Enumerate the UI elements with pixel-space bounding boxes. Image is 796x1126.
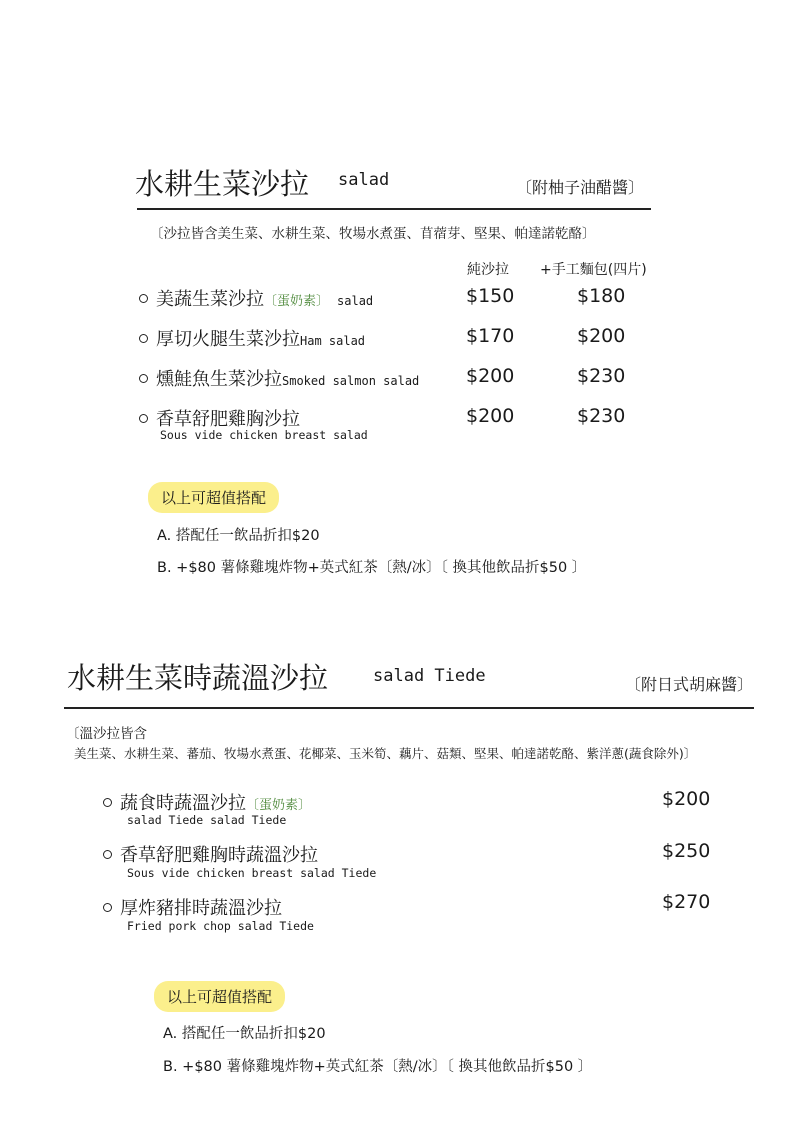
- combo-option-a: A. 搭配任一飲品折扣$20: [157, 528, 320, 544]
- item-name-en: Smoked salmon salad: [282, 374, 420, 388]
- section1-title: 水耕生菜沙拉: [135, 167, 310, 201]
- menu-item: [103, 841, 318, 867]
- price: $200: [662, 788, 711, 810]
- section1-divider: [137, 208, 651, 210]
- column-header-bread: +手工麵包(四片): [540, 262, 647, 278]
- price-bread: $230: [577, 365, 626, 387]
- price: $270: [662, 891, 711, 913]
- bullet-icon: [139, 334, 148, 343]
- combo-option-a: A. 搭配任一飲品折扣$20: [163, 1026, 326, 1042]
- combo-badge: 以上可超值搭配: [154, 981, 285, 1012]
- menu-item: [139, 325, 365, 351]
- price-bread: $200: [577, 325, 626, 347]
- item-name-en: salad: [337, 294, 374, 308]
- combo-option-b: B. +$80 薯條雞塊炸物+英式紅茶〔熱/冰〕〔 換其他飲品折$50 〕: [157, 560, 587, 576]
- price-plain: $150: [466, 285, 515, 307]
- section2-sauce: 〔附日式胡麻醬〕: [625, 675, 754, 694]
- section1-sauce: 〔附柚子油醋醬〕: [516, 178, 645, 197]
- combo-option-b: B. +$80 薯條雞塊炸物+英式紅茶〔熱/冰〕〔 換其他飲品折$50 〕: [163, 1059, 593, 1075]
- price-plain: $200: [466, 365, 515, 387]
- price-plain: $170: [466, 325, 515, 347]
- menu-item: [103, 789, 311, 815]
- section2-ingredients-line1: 〔溫沙拉皆含: [66, 726, 147, 742]
- price-plain: $200: [466, 405, 515, 427]
- bullet-icon: [103, 850, 112, 859]
- item-name: 香草舒肥雞胸沙拉: [156, 409, 300, 430]
- item-name: 香草舒肥雞胸時蔬溫沙拉: [120, 845, 318, 866]
- item-name-en: Fried pork chop salad Tiede: [127, 919, 314, 933]
- section1-ingredients: 〔沙拉皆含美生菜、水耕生菜、牧場水煮蛋、苜蓿芽、堅果、帕達諾乾酪〕: [150, 226, 596, 242]
- menu-item: [139, 365, 419, 391]
- bullet-icon: [103, 798, 112, 807]
- item-name: 蔬食時蔬溫沙拉: [120, 793, 246, 814]
- menu-item: [103, 894, 282, 920]
- bullet-icon: [139, 374, 148, 383]
- section2-title-en: salad Tiede: [373, 666, 486, 686]
- section2-divider: [64, 707, 754, 709]
- price-bread: $230: [577, 405, 626, 427]
- section2-title: 水耕生菜時蔬溫沙拉: [67, 661, 329, 695]
- item-name: 美蔬生菜沙拉: [156, 289, 264, 310]
- section1-title-en: salad: [338, 170, 390, 190]
- combo-badge: 以上可超值搭配: [148, 482, 279, 513]
- menu-item: [139, 285, 373, 311]
- price: $250: [662, 840, 711, 862]
- item-name-en: Sous vide chicken breast salad: [160, 428, 368, 442]
- item-name-en: Ham salad: [300, 334, 366, 348]
- vegetarian-tag: 〔蛋奶素〕: [246, 798, 312, 813]
- column-header-plain: 純沙拉: [467, 262, 509, 278]
- item-name: 燻鮭魚生菜沙拉: [156, 369, 282, 390]
- bullet-icon: [139, 294, 148, 303]
- bullet-icon: [139, 414, 148, 423]
- section2-ingredients-line2: 美生菜、水耕生菜、蕃茄、牧場水煮蛋、花椰菜、玉米筍、藕片、菇類、堅果、帕達諾乾酪、紫洋蔥(蔬食除外)〕: [74, 746, 697, 761]
- price-bread: $180: [577, 285, 626, 307]
- vegetarian-tag: 〔蛋奶素〕: [264, 294, 330, 309]
- item-name: 厚切火腿生菜沙拉: [156, 329, 300, 350]
- item-name-en: salad Tiede salad Tiede: [127, 813, 287, 827]
- item-name-en: Sous vide chicken breast salad Tiede: [127, 866, 377, 880]
- bullet-icon: [103, 903, 112, 912]
- item-name: 厚炸豬排時蔬溫沙拉: [120, 898, 282, 919]
